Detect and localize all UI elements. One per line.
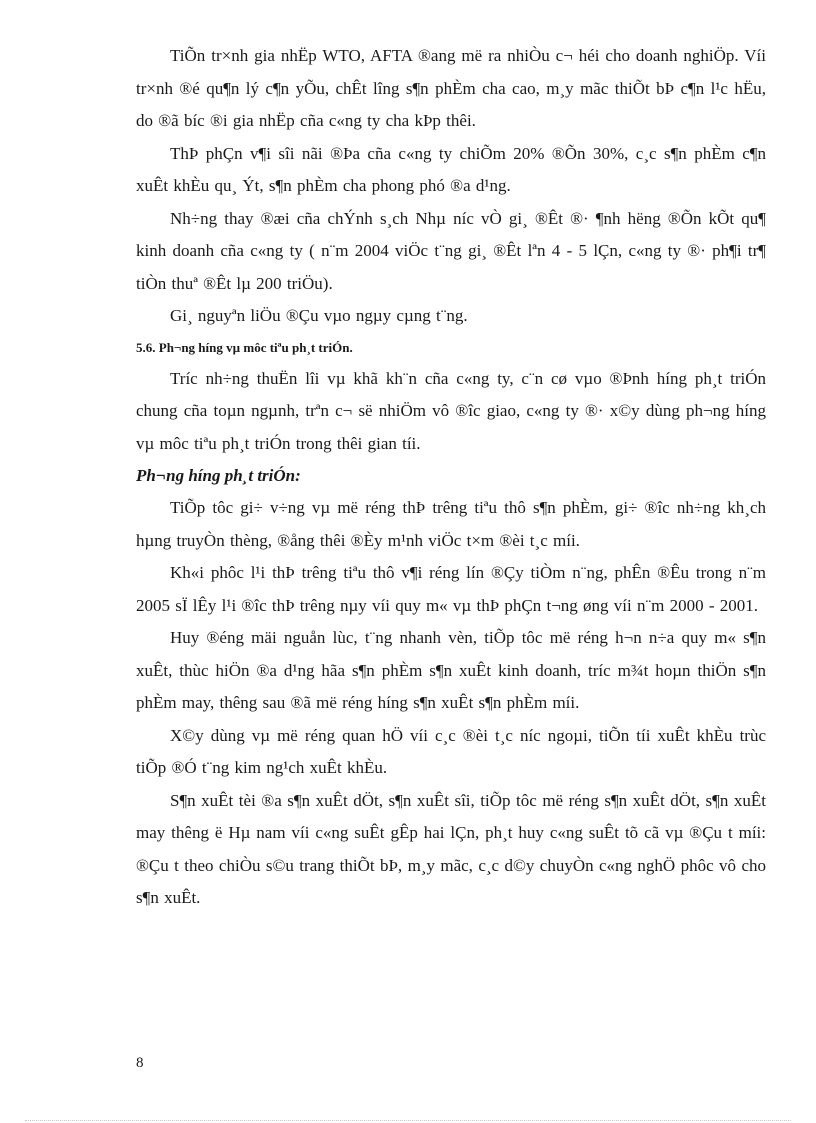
page-bottom-divider bbox=[25, 1120, 791, 1121]
paragraph-mobilize-resources: Huy ®éng mäi nguån lùc, t¨ng nhanh vèn, tiÕp tôc më réng h¬n n÷a quy m« s¶n xuÊt, thùc hiÖn ®a d¹ng hãa s¶n phÈm s¶n xuÊt kinh doanh, tríc m¾t hoµn thiÖn s¶n phÈm may, thêng sau ®ã më réng híng s¶n xuÊt s¶n phÈm míi. bbox=[136, 628, 766, 712]
subheading-direction: Ph¬ng híng ph¸t triÓn: bbox=[136, 466, 301, 485]
section-heading: 5.6. Ph¬ng híng vµ môc tiªu ph¸t triÓn. bbox=[136, 339, 353, 355]
paragraph-input-prices: Gi¸ nguyªn liÖu ®Çu vµo ngµy cµng t¨ng. bbox=[170, 306, 468, 325]
page-number: 8 bbox=[136, 1055, 144, 1071]
paragraph-policy-changes: Nh÷ng thay ®æi cña chÝnh s¸ch Nhµ níc vÒ gi¸ ®Êt ®· ¶nh hëng ®Õn kÕt qu¶ kinh doanh cña c«ng ty ( n¨m 2004 viÖc t¨ng gi¸ ®Êt lªn 4 - 5 lÇn, c«ng ty ®· ph¶i tr¶ tiÒn thuª ®Êt lµ 200 triÖu). bbox=[136, 208, 766, 293]
paragraph-foreign-relations: X©y dùng vµ më réng quan hÖ víi c¸c ®èi t¸c níc ngoµi, tiÕn tíi xuÊt khÈu trùc tiÕp ®Ó t¨ng kim ng¹ch xuÊt khÈu. bbox=[136, 725, 766, 777]
paragraph-keep-market: TiÕp tôc gi÷ v÷ng vµ më réng thÞ trêng tiªu thô s¶n phÈm, gi÷ ®îc nh÷ng kh¸ch hµng truyÒn thèng, ®ång thêi ®Èy m¹nh viÖc t×m ®èi t¸c míi. bbox=[136, 498, 766, 550]
paragraph-restore-market: Kh«i phôc l¹i thÞ trêng tiªu thô v¶i réng lín ®Çy tiÒm n¨ng, phÊn ®Êu trong n¨m 2005 sÏ lÊy l¹i ®îc thÞ trêng nµy víi quy m« vµ thÞ phÇn t¬ng øng víi n¨m 2000 - 2001. bbox=[136, 563, 766, 615]
paragraph-section-intro: Tríc nh÷ng thuËn lîi vµ khã kh¨n cña c«ng ty, c¨n cø vµo ®Þnh híng ph¸t triÓn chung cña toµn ngµnh, trªn c¬ së nhiÖm vô ®îc giao, c«ng ty ®· x©y dùng ph¬ng híng vµ môc tiªu ph¸t triÓn trong thêi gian tíi. bbox=[136, 368, 766, 453]
paragraph-wto-afta: TiÕn tr×nh gia nhËp WTO, AFTA ®ang më ra nhiÒu c¬ héi cho doanh nghiÖp. Víi tr×nh ®é qu¶n lý c¶n yÕu, chÊt lîng s¶n phÈm cha cao, m¸y mãc thiÕt bÞ c¶n l¹c hËu, do ®ã bíc ®i gia nhËp cña c«ng ty cha kÞp thêi. bbox=[136, 46, 766, 130]
paragraph-production: S¶n xuÊt tèi ®a s¶n xuÊt dÖt, s¶n xuÊt sîi, tiÕp tôc më réng s¶n xuÊt dÖt, s¶n xuÊt may thêng ë Hµ nam víi c«ng suÊt gÊp hai lÇn, ph¸t huy c«ng suÊt tõ cã vµ ®Çu t míi: ®Çu t theo chiÒu s©u trang thiÕt bÞ, m¸y mãc, c¸c d©y chuyÒn c«ng nghÖ phôc vô cho s¶n xuÊt. bbox=[136, 790, 766, 907]
paragraph-market-share: ThÞ phÇn v¶i sîi nãi ®Þa cña c«ng ty chiÕm 20% ®Õn 30%, c¸c s¶n phÈm c¶n xuÊt khÈu qu¸ Ýt, s¶n phÈm cha phong phó ®a d¹ng. bbox=[136, 143, 766, 195]
page-body bbox=[136, 40, 766, 915]
